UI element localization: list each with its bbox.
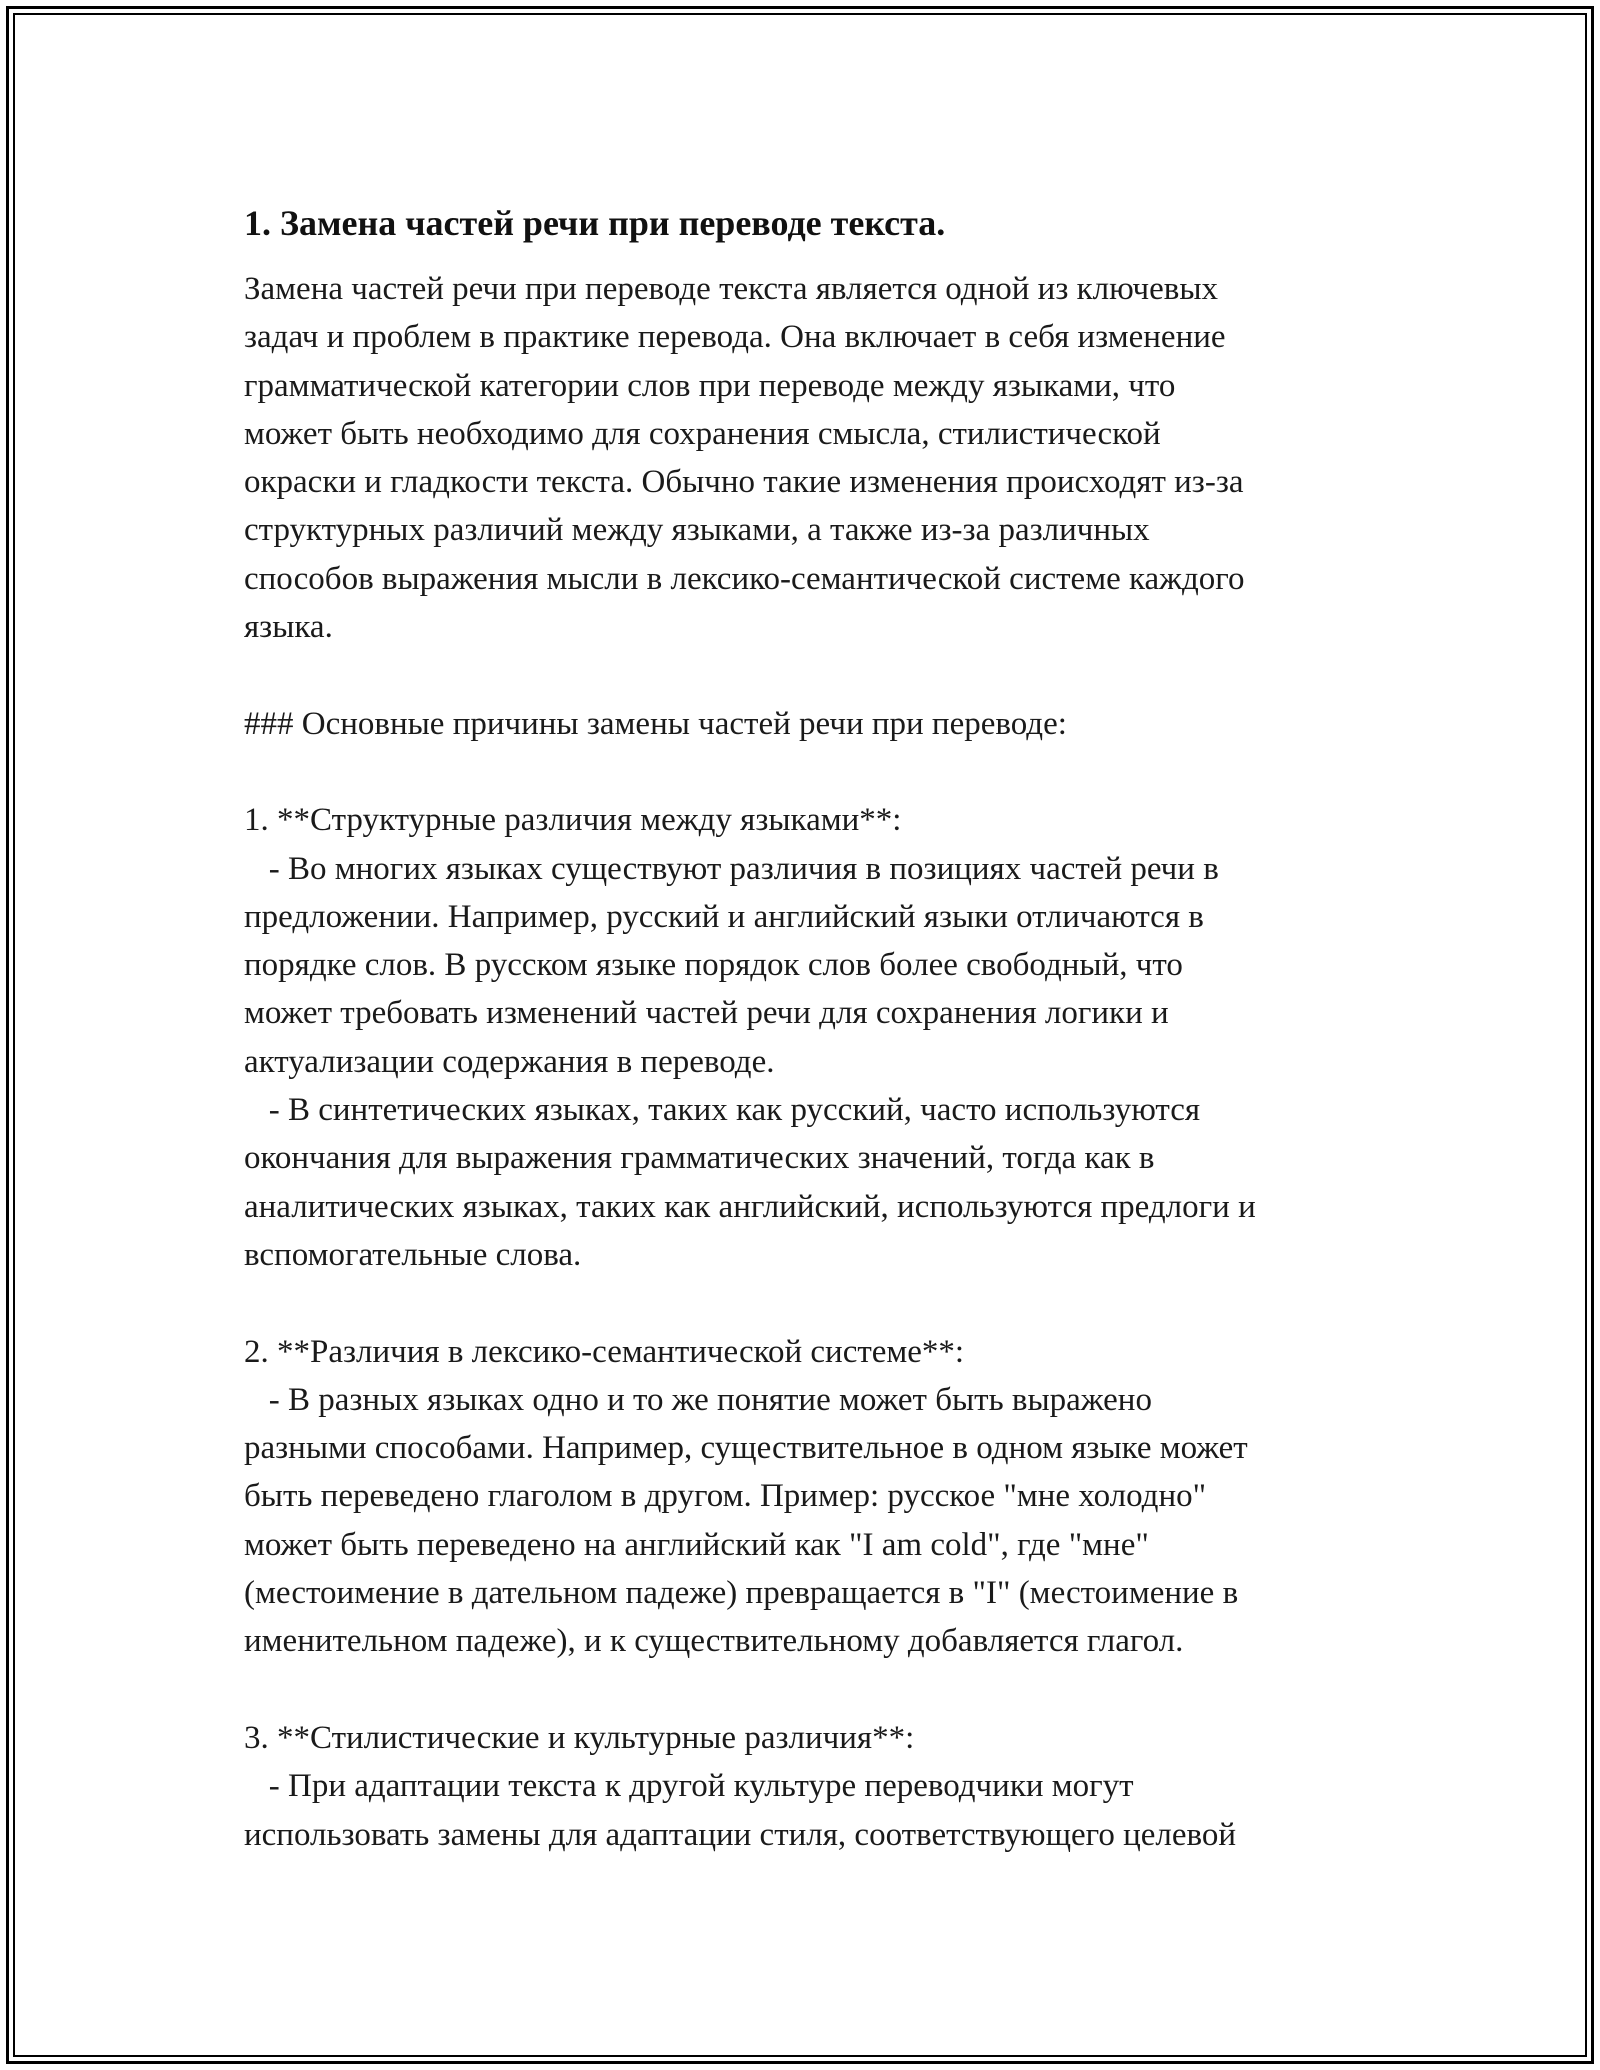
document-content — [244, 197, 1404, 1859]
document-body: Замена частей речи при переводе текста является одной из ключевых задач и проблем в практике перевода. Она включает в себя изменение грамматической категории слов при переводе между языками, что может быть необходимо для сохранения смысла, стилистической окраски и гладкости текста. Обычно такие изменения происходят из-за структурных различий между языками, а также из-за различных способов выражения мысли в лексико-семантической системе каждого языка. ### Основные причины замены частей речи при переводе: 1. **Структурные различия между языками**: - Во многих языках существуют различия в позициях частей речи в предложении. Например, русский и английский языки отличаются в порядке слов. В русском языке порядок слов более свободный, что может требовать изменений частей речи для сохранения логики и актуализации содержания в переводе. - В синтетических языках, таких как русский, часто используются окончания для выражения грамматических значений, тогда как в аналитических языках, таких как английский, используются предлоги и вспомогательные слова. 2. **Различия в лексико-семантической системе**: - В разных языках одно и то же понятие может быть выражено разными способами. Например, существительное в одном языке может быть переведено глаголом в другом. Пример: русское "мне холодно" может быть переведено на английский как "I am cold", где "мне" (местоимение в дательном падеже) превращается в "I" (местоимение в именительном падеже), и к существительному добавляется глагол. 3. **Стилистические и культурные различия**: - При адаптации текста к другой культуре переводчики могут использовать замены для адаптации стиля, соответствующего целевой — [244, 271, 1256, 1853]
document-heading: 1. Замена частей речи при переводе текста. — [244, 203, 946, 243]
page-frame — [6, 6, 1594, 2064]
